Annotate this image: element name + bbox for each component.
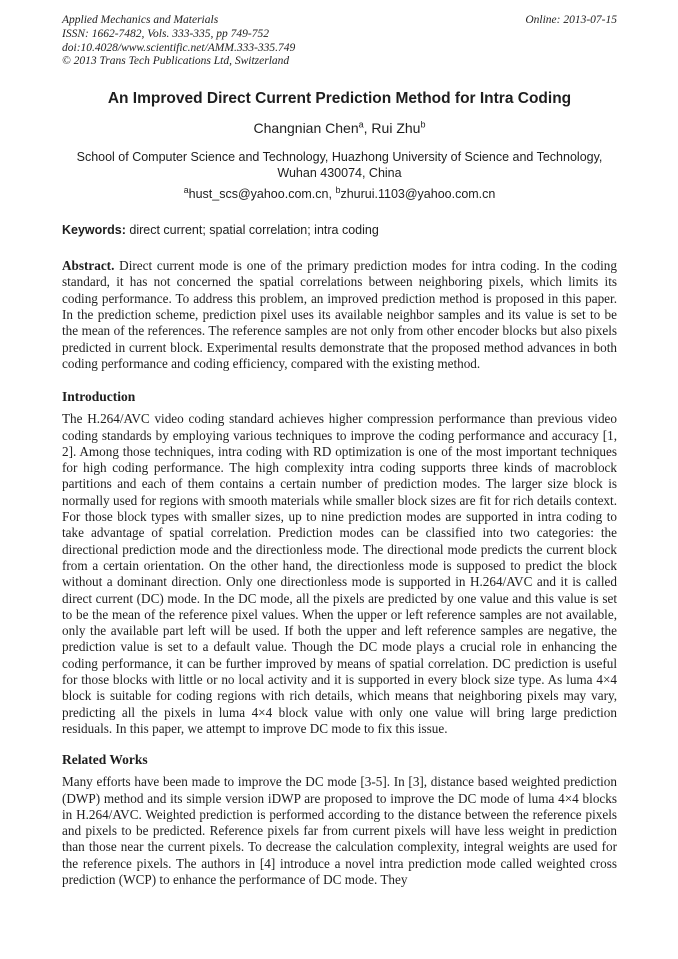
- online-date: Online: 2013-07-15: [525, 14, 617, 26]
- author-sup-2: b: [420, 119, 426, 130]
- email-sup-a: a: [183, 185, 189, 196]
- section-introduction-body: The H.264/AVC video coding standard achieves higher compression performance than previous video coding standards by employing various techniques to improve the coding performance and accuracy [1, 2]. Among those techniques, intra coding with RD optimization is one of the most important techniques for high coding performance. The high complexity intra coding supports three kinds of macroblock partitions and each of them contains a certain number of prediction modes. The larger size block is normally used for regions with smooth materials while smaller block sizes are fit for rich details context. For those block types with smaller sizes, up to nine prediction modes are supported in intra coding to take advantage of spatial correlation. Prediction modes can be classified into two categories: the directional prediction mode and the directionless mode. The directional mode predicts the current block from a certain orientation. On the other hand, the directionless mode is supposed to predict the block without a dominant direction. Only one directionless mode is supported in H.264/AVC and it is called direct current (DC) mode. In the DC mode, all the pixels are predicted by one value and this value is set to be the mean of the reference pixel values. When the upper or left reference samples are not available, only the available part left will be used. If both the upper and left reference samples are negative, the prediction value is set to a default value. Though the DC mode plays a crucial role in enhancing the coding performance, it can be further improved by means of spatial correlation. DC prediction is useful for those blocks with little or no local activity and it is supported in every block size type. As luma 4×4 block is suitable for coding regions with rich details, which means that neighboring pixels may vary, predicting all the pixels in luma 4×4 block value with only one value will bring large prediction residuals. In this paper, we attempt to improve DC mode to fix this issue.: [62, 411, 617, 736]
- author-sup-1: a: [358, 119, 364, 130]
- author-name-2: Rui Zhu: [371, 120, 421, 137]
- email-sup-b: b: [335, 185, 341, 196]
- section-related-works-body: Many efforts have been made to improve the DC mode [3-5]. In [3], distance based weighted prediction (DWP) method and its simple version iDWP are proposed to improve the DC mode of luma 4×4 blocks in H.264/AVC. Weighted prediction is performed according to the distance between the reference pixels and pixels to be predicted. Reference pixels far from current pixels will have less weight in prediction than those near the current pixels. To decrease the calculation complexity, integral weights are used for the reference pixels. The authors in [4] introduce a novel intra prediction mode called weighted cross prediction (WCP) to enhance the performance of DC mode. They: [62, 774, 617, 887]
- keywords-label: Keywords:: [62, 223, 126, 238]
- section-introduction: [62, 388, 617, 737]
- paper-title: An Improved Direct Current Prediction Method for Intra Coding: [107, 90, 572, 108]
- emails-line: [62, 187, 617, 202]
- email-separator: ,: [328, 187, 336, 202]
- abstract-paragraph: [62, 258, 617, 372]
- keywords-text: direct current; spatial correlation; intra coding: [125, 223, 379, 238]
- keywords-line: [62, 223, 617, 238]
- section-related-works-heading: Related Works: [62, 752, 148, 768]
- journal-header: [62, 14, 617, 69]
- abstract-label: Abstract.: [62, 258, 115, 274]
- author-name-1: Changnian Chen: [253, 120, 359, 137]
- copyright-line: © 2013 Trans Tech Publications Ltd, Switzerland: [62, 55, 290, 68]
- doi-line: doi:10.4028/www.scientific.net/AMM.333-335.749: [62, 41, 296, 54]
- abstract-text: Direct current mode is one of the primary prediction modes for intra coding. In the coding standard, it has not concerned the spatial correlations between neighboring pixels, which limits its coding performance. To address this problem, an improved prediction method is proposed in this paper. In the prediction scheme, prediction pixel uses its available neighbor samples and its value is set to be the mean of the references. The reference samples are not only from other encoder blocks but also pixels predicted in current block. Experimental results demonstrate that the proposed method advances in both coding performance and coding efficiency, compared with the existing method.: [62, 258, 617, 371]
- affiliation: [62, 150, 617, 181]
- section-introduction-heading: Introduction: [62, 389, 136, 405]
- authors-line: [62, 120, 617, 137]
- journal-header-left: [62, 14, 295, 69]
- affiliation-line-2: Wuhan 430074, China: [277, 165, 402, 180]
- author-separator: ,: [363, 120, 372, 137]
- email-address-b: zhurui.1103@yahoo.com.cn: [340, 187, 496, 202]
- journal-name: Applied Mechanics and Materials: [62, 14, 219, 26]
- email-address-a: hust_scs@yahoo.com.cn: [188, 187, 329, 202]
- affiliation-line-1: School of Computer Science and Technology, Huazhong University of Science and Technology,: [76, 150, 603, 165]
- section-related-works: [62, 751, 617, 888]
- issn-line: ISSN: 1662-7482, Vols. 333-335, pp 749-752: [62, 27, 269, 40]
